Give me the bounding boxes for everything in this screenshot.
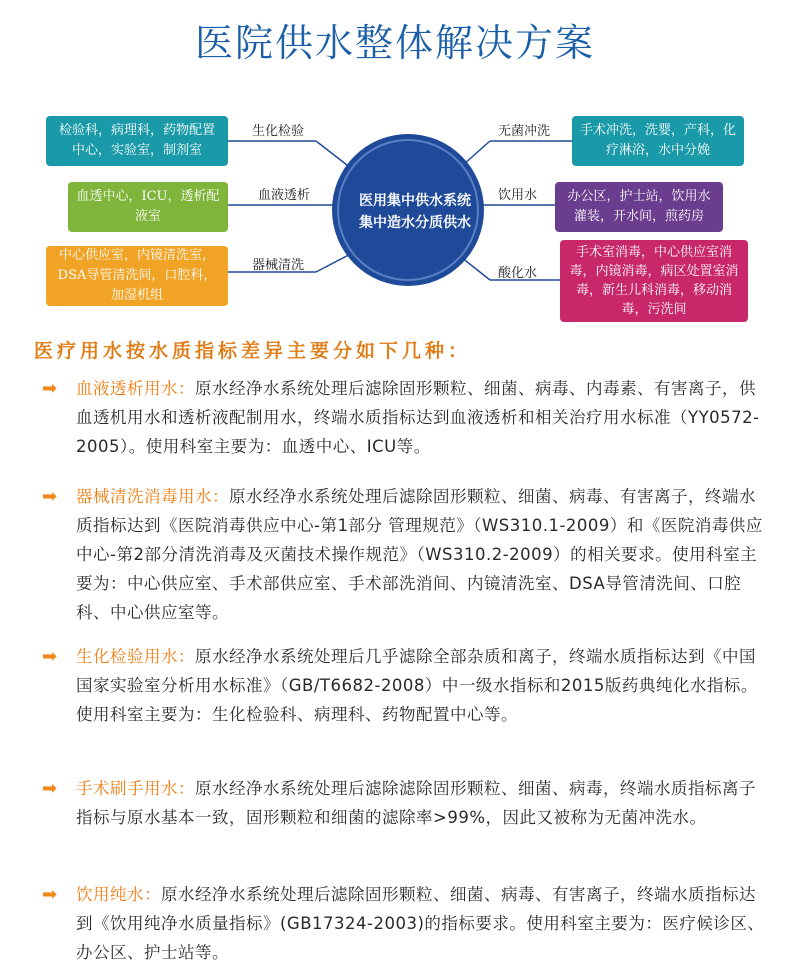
right-arrow-icon: ➡ bbox=[42, 378, 58, 399]
item-body: 原水经净水系统处理后滤除固形颗粒、细菌、病毒、有害离子，终端水质指标达到《饮用纯净水质量指标》(GB17324-2003)的指标要求。使用科室主要为：医疗候诊区、办公区、护士站等。 bbox=[76, 885, 765, 962]
label-dialysis: 血液透析 bbox=[258, 188, 311, 203]
item-body: 原水经净水系统处理后滤除固形颗粒、细菌、病毒、内毒素、有害离子，供血透机用水和透析液配制用水，终端水质指标达到血液透析和相关治疗用水标准（YY0572-2005）。使用科室主要为：血透中心、ICU等。 bbox=[76, 379, 760, 456]
box-acid-departments: 手术室消毒，中心供应室消毒，内镜消毒，病区处置室消毒，新生儿科消毒，移动消毒，污洗间 bbox=[560, 240, 748, 322]
center-label bbox=[330, 190, 500, 234]
item-body: 原水经净水系统处理后滤除滤除固形颗粒、细菌、病毒，终端水质指标离子指标与原水基本一致，固形颗粒和细菌的滤除率>99%，因此又被称为无菌冲洗水。 bbox=[76, 779, 756, 827]
item-title: 生化检验用水： bbox=[76, 647, 195, 666]
right-arrow-icon: ➡ bbox=[42, 778, 58, 799]
page-title: 医院供水整体解决方案 bbox=[194, 21, 595, 65]
item-body: 原水经净水系统处理后滤除固形颗粒、细菌、病毒、有害离子，终端水质指标达到《医院消毒供应中心-第1部分 管理规范》（WS310.1-2009）和《医院消毒供应中心-第2部分清洗消毒及灭菌技术操作规范》（WS310.2-2009）的相关要求。使用科室主要为：中心供应室、手术部供应室、手术部洗消间、内镜清洗室、DSA导管清洗间、口腔科、中心供应室等。 bbox=[76, 487, 763, 622]
item-text bbox=[76, 374, 766, 461]
label-acid: 酸化水 bbox=[498, 266, 538, 281]
item-title: 器械清洗消毒用水： bbox=[76, 487, 229, 506]
label-biochem: 生化检验 bbox=[252, 124, 305, 139]
label-sterile: 无菌冲洗 bbox=[498, 124, 551, 139]
item-body: 原水经净水系统处理后几乎滤除全部杂质和离子，终端水质指标达到《中国国家实验室分析用水标准》（GB/T6682-2008）中一级水指标和2015版药典纯化水指标。使用科室主要为：生化检验科、病理科、药物配置中心等。 bbox=[76, 647, 758, 724]
right-arrow-icon: ➡ bbox=[42, 646, 58, 667]
item-text bbox=[76, 482, 766, 627]
box-drinking-departments: 办公区，护士站，饮用水灌装，开水间，煎药房 bbox=[555, 182, 723, 232]
right-arrow-icon: ➡ bbox=[42, 884, 58, 905]
box-sterile-departments: 手术冲洗，洗婴，产科，化疗淋浴，水中分娩 bbox=[572, 116, 744, 166]
label-drinking: 饮用水 bbox=[498, 188, 538, 203]
water-supply-diagram bbox=[0, 0, 790, 330]
item-title: 饮用纯水： bbox=[76, 885, 161, 904]
item-title: 手术刷手用水： bbox=[76, 779, 195, 798]
box-instrument-departments: 中心供应室，内镜清洗室，DSA导管清洗间，口腔科，加湿机组 bbox=[46, 246, 228, 306]
label-instrument: 器械清洗 bbox=[252, 258, 305, 273]
item-text bbox=[76, 774, 766, 832]
center-line-1: 医用集中供水系统 bbox=[359, 193, 471, 209]
box-dialysis-departments: 血透中心，ICU，透析配液室 bbox=[68, 182, 228, 232]
center-line-2: 集中造水分质供水 bbox=[359, 215, 471, 231]
right-arrow-icon: ➡ bbox=[42, 486, 58, 507]
box-lab-departments: 检验科，病理科，药物配置中心，实验室，制剂室 bbox=[46, 116, 228, 166]
section-subtitle: 医疗用水按水质指标差异主要分如下几种： bbox=[34, 340, 472, 362]
item-title: 血液透析用水： bbox=[76, 379, 195, 398]
item-text bbox=[76, 880, 766, 967]
item-text bbox=[76, 642, 766, 729]
